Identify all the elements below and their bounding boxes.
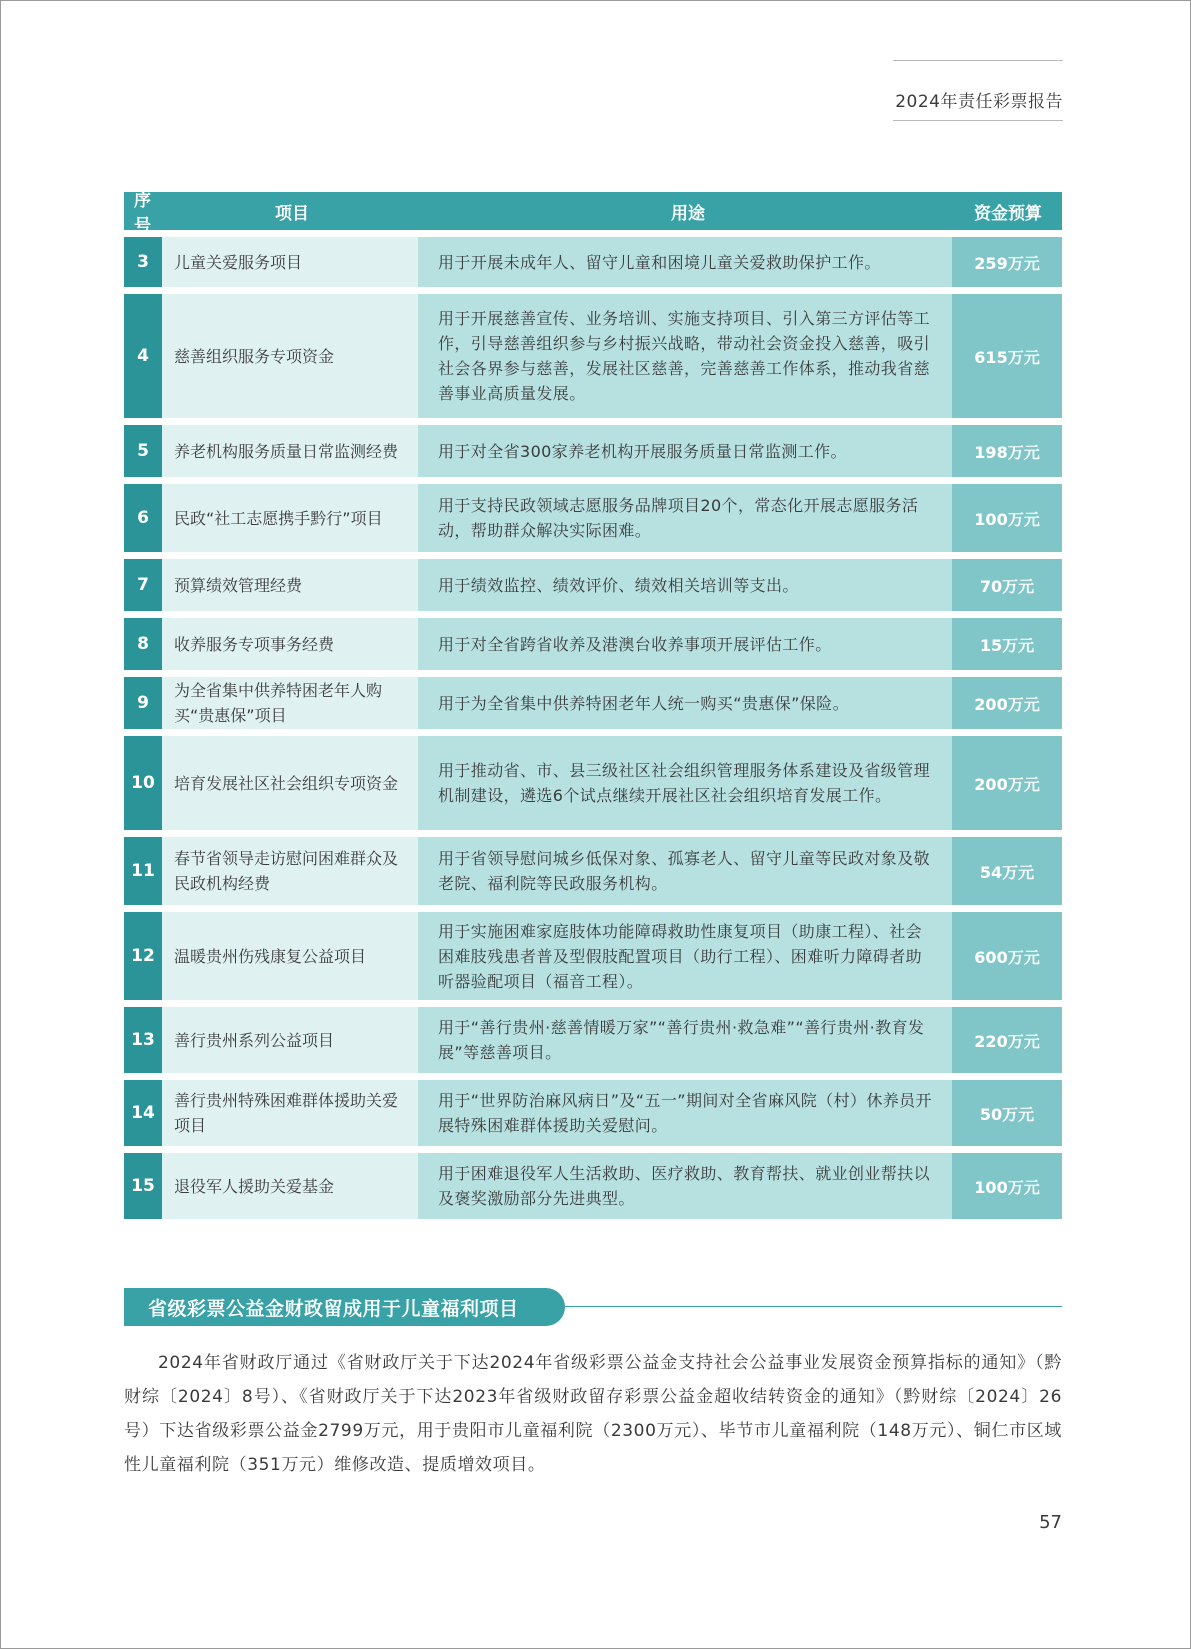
row-no: 12 — [124, 912, 162, 1000]
row-use: 用于省领导慰问城乡低保对象、孤寡老人、留守儿童等民政对象及敬老院、福利院等民政服务机构。 — [418, 837, 952, 905]
row-use: 用于开展慈善宣传、业务培训、实施支持项目、引入第三方评估等工作，引导慈善组织参与乡村振兴战略，带动社会资金投入慈善，吸引社会各界参与慈善，发展社区慈善，完善慈善工作体系，推动我省慈善事业高质量发展。 — [418, 294, 952, 418]
row-budget: 200万元 — [952, 736, 1062, 830]
table-row — [124, 1080, 1062, 1146]
column-header-budget: 资金预算 — [974, 203, 1042, 224]
table-row — [124, 618, 1062, 670]
header-rule-bottom — [893, 120, 1063, 121]
row-item: 慈善组织服务专项资金 — [162, 294, 418, 418]
row-use: 用于开展未成年人、留守儿童和困境儿童关爱救助保护工作。 — [418, 237, 952, 287]
row-no: 11 — [124, 837, 162, 905]
table-row — [124, 559, 1062, 611]
table-row — [124, 1007, 1062, 1073]
budget-table — [124, 192, 1062, 1219]
page-number: 57 — [1039, 1512, 1062, 1533]
section-title: 省级彩票公益金财政留成用于儿童福利项目 — [124, 1288, 565, 1326]
row-item: 收养服务专项事务经费 — [162, 618, 418, 670]
row-no: 3 — [124, 237, 162, 287]
row-item: 善行贵州特殊困难群体援助关爱项目 — [162, 1080, 418, 1146]
table-row — [124, 237, 1062, 287]
row-no: 15 — [124, 1153, 162, 1219]
row-no: 10 — [124, 736, 162, 830]
row-item: 为全省集中供养特困老年人购买“贵惠保”项目 — [162, 677, 418, 729]
row-budget: 198万元 — [952, 425, 1062, 477]
row-budget: 54万元 — [952, 837, 1062, 905]
row-budget: 259万元 — [952, 237, 1062, 287]
row-budget: 200万元 — [952, 677, 1062, 729]
table-row — [124, 425, 1062, 477]
table-header — [124, 191, 1062, 236]
row-use: 用于对全省300家养老机构开展服务质量日常监测工作。 — [418, 425, 952, 477]
row-no: 8 — [124, 618, 162, 670]
row-no: 5 — [124, 425, 162, 477]
row-budget: 100万元 — [952, 1153, 1062, 1219]
row-use: 用于支持民政领域志愿服务品牌项目20个，常态化开展志愿服务活动，帮助群众解决实际困难。 — [418, 484, 952, 552]
row-budget: 600万元 — [952, 912, 1062, 1000]
row-no: 14 — [124, 1080, 162, 1146]
section-heading — [124, 1288, 1062, 1326]
report-header — [893, 60, 1063, 121]
row-no: 6 — [124, 484, 162, 552]
section-paragraph: 2024年省财政厅通过《省财政厅关于下达2024年省级彩票公益金支持社会公益事业发展资金预算指标的通知》（黔财综〔2024〕8号）、《省财政厅关于下达2023年省级财政留存彩票公益金超收结转资金的通知》（黔财综〔2024〕26号）下达省级彩票公益金2799万元，用于贵阳市儿童福利院（2300万元）、毕节市儿童福利院（148万元）、铜仁市区域性儿童福利院（351万元）维修改造、提质增效项目。 — [124, 1353, 1062, 1475]
row-no: 7 — [124, 559, 162, 611]
row-no: 9 — [124, 677, 162, 729]
row-budget: 70万元 — [952, 559, 1062, 611]
row-use: 用于困难退役军人生活救助、医疗救助、教育帮扶、就业创业帮扶以及褒奖激励部分先进典型。 — [418, 1153, 952, 1219]
table-row — [124, 912, 1062, 1000]
row-item: 退役军人援助关爱基金 — [162, 1153, 418, 1219]
column-header-item: 项目 — [275, 203, 309, 224]
column-header-no: 序号 — [134, 191, 151, 236]
row-no: 4 — [124, 294, 162, 418]
row-item: 民政“社工志愿携手黔行”项目 — [162, 484, 418, 552]
row-use: 用于为全省集中供养特困老年人统一购买“贵惠保”保险。 — [418, 677, 952, 729]
section-rule — [565, 1306, 1062, 1307]
row-budget: 15万元 — [952, 618, 1062, 670]
row-budget: 50万元 — [952, 1080, 1062, 1146]
table-row — [124, 1153, 1062, 1219]
row-budget: 100万元 — [952, 484, 1062, 552]
report-title: 2024年责任彩票报告 — [895, 92, 1063, 112]
row-item: 预算绩效管理经费 — [162, 559, 418, 611]
column-header-use: 用途 — [671, 203, 705, 224]
row-use: 用于“世界防治麻风病日”及“五一”期间对全省麻风院（村）休养员开展特殊困难群体援助关爱慰问。 — [418, 1080, 952, 1146]
row-use: 用于绩效监控、绩效评价、绩效相关培训等支出。 — [418, 559, 952, 611]
row-use: 用于“善行贵州·慈善情暖万家”“善行贵州·救急难”“善行贵州·教育发展”等慈善项目。 — [418, 1007, 952, 1073]
row-item: 善行贵州系列公益项目 — [162, 1007, 418, 1073]
row-item: 养老机构服务质量日常监测经费 — [162, 425, 418, 477]
table-row — [124, 677, 1062, 729]
row-no: 13 — [124, 1007, 162, 1073]
row-use: 用于实施困难家庭肢体功能障碍救助性康复项目（助康工程）、社会困难肢残患者普及型假肢配置项目（助行工程）、困难听力障碍者助听器验配项目（福音工程）。 — [418, 912, 952, 1000]
row-item: 春节省领导走访慰问困难群众及民政机构经费 — [162, 837, 418, 905]
row-item: 温暖贵州伤残康复公益项目 — [162, 912, 418, 1000]
table-row — [124, 736, 1062, 830]
table-row — [124, 484, 1062, 552]
row-use: 用于对全省跨省收养及港澳台收养事项开展评估工作。 — [418, 618, 952, 670]
row-use: 用于推动省、市、县三级社区社会组织管理服务体系建设及省级管理机制建设，遴选6个试点继续开展社区社会组织培育发展工作。 — [418, 736, 952, 830]
row-budget: 615万元 — [952, 294, 1062, 418]
table-row — [124, 837, 1062, 905]
table-row — [124, 294, 1062, 418]
row-budget: 220万元 — [952, 1007, 1062, 1073]
row-item: 儿童关爱服务项目 — [162, 237, 418, 287]
row-item: 培育发展社区社会组织专项资金 — [162, 736, 418, 830]
